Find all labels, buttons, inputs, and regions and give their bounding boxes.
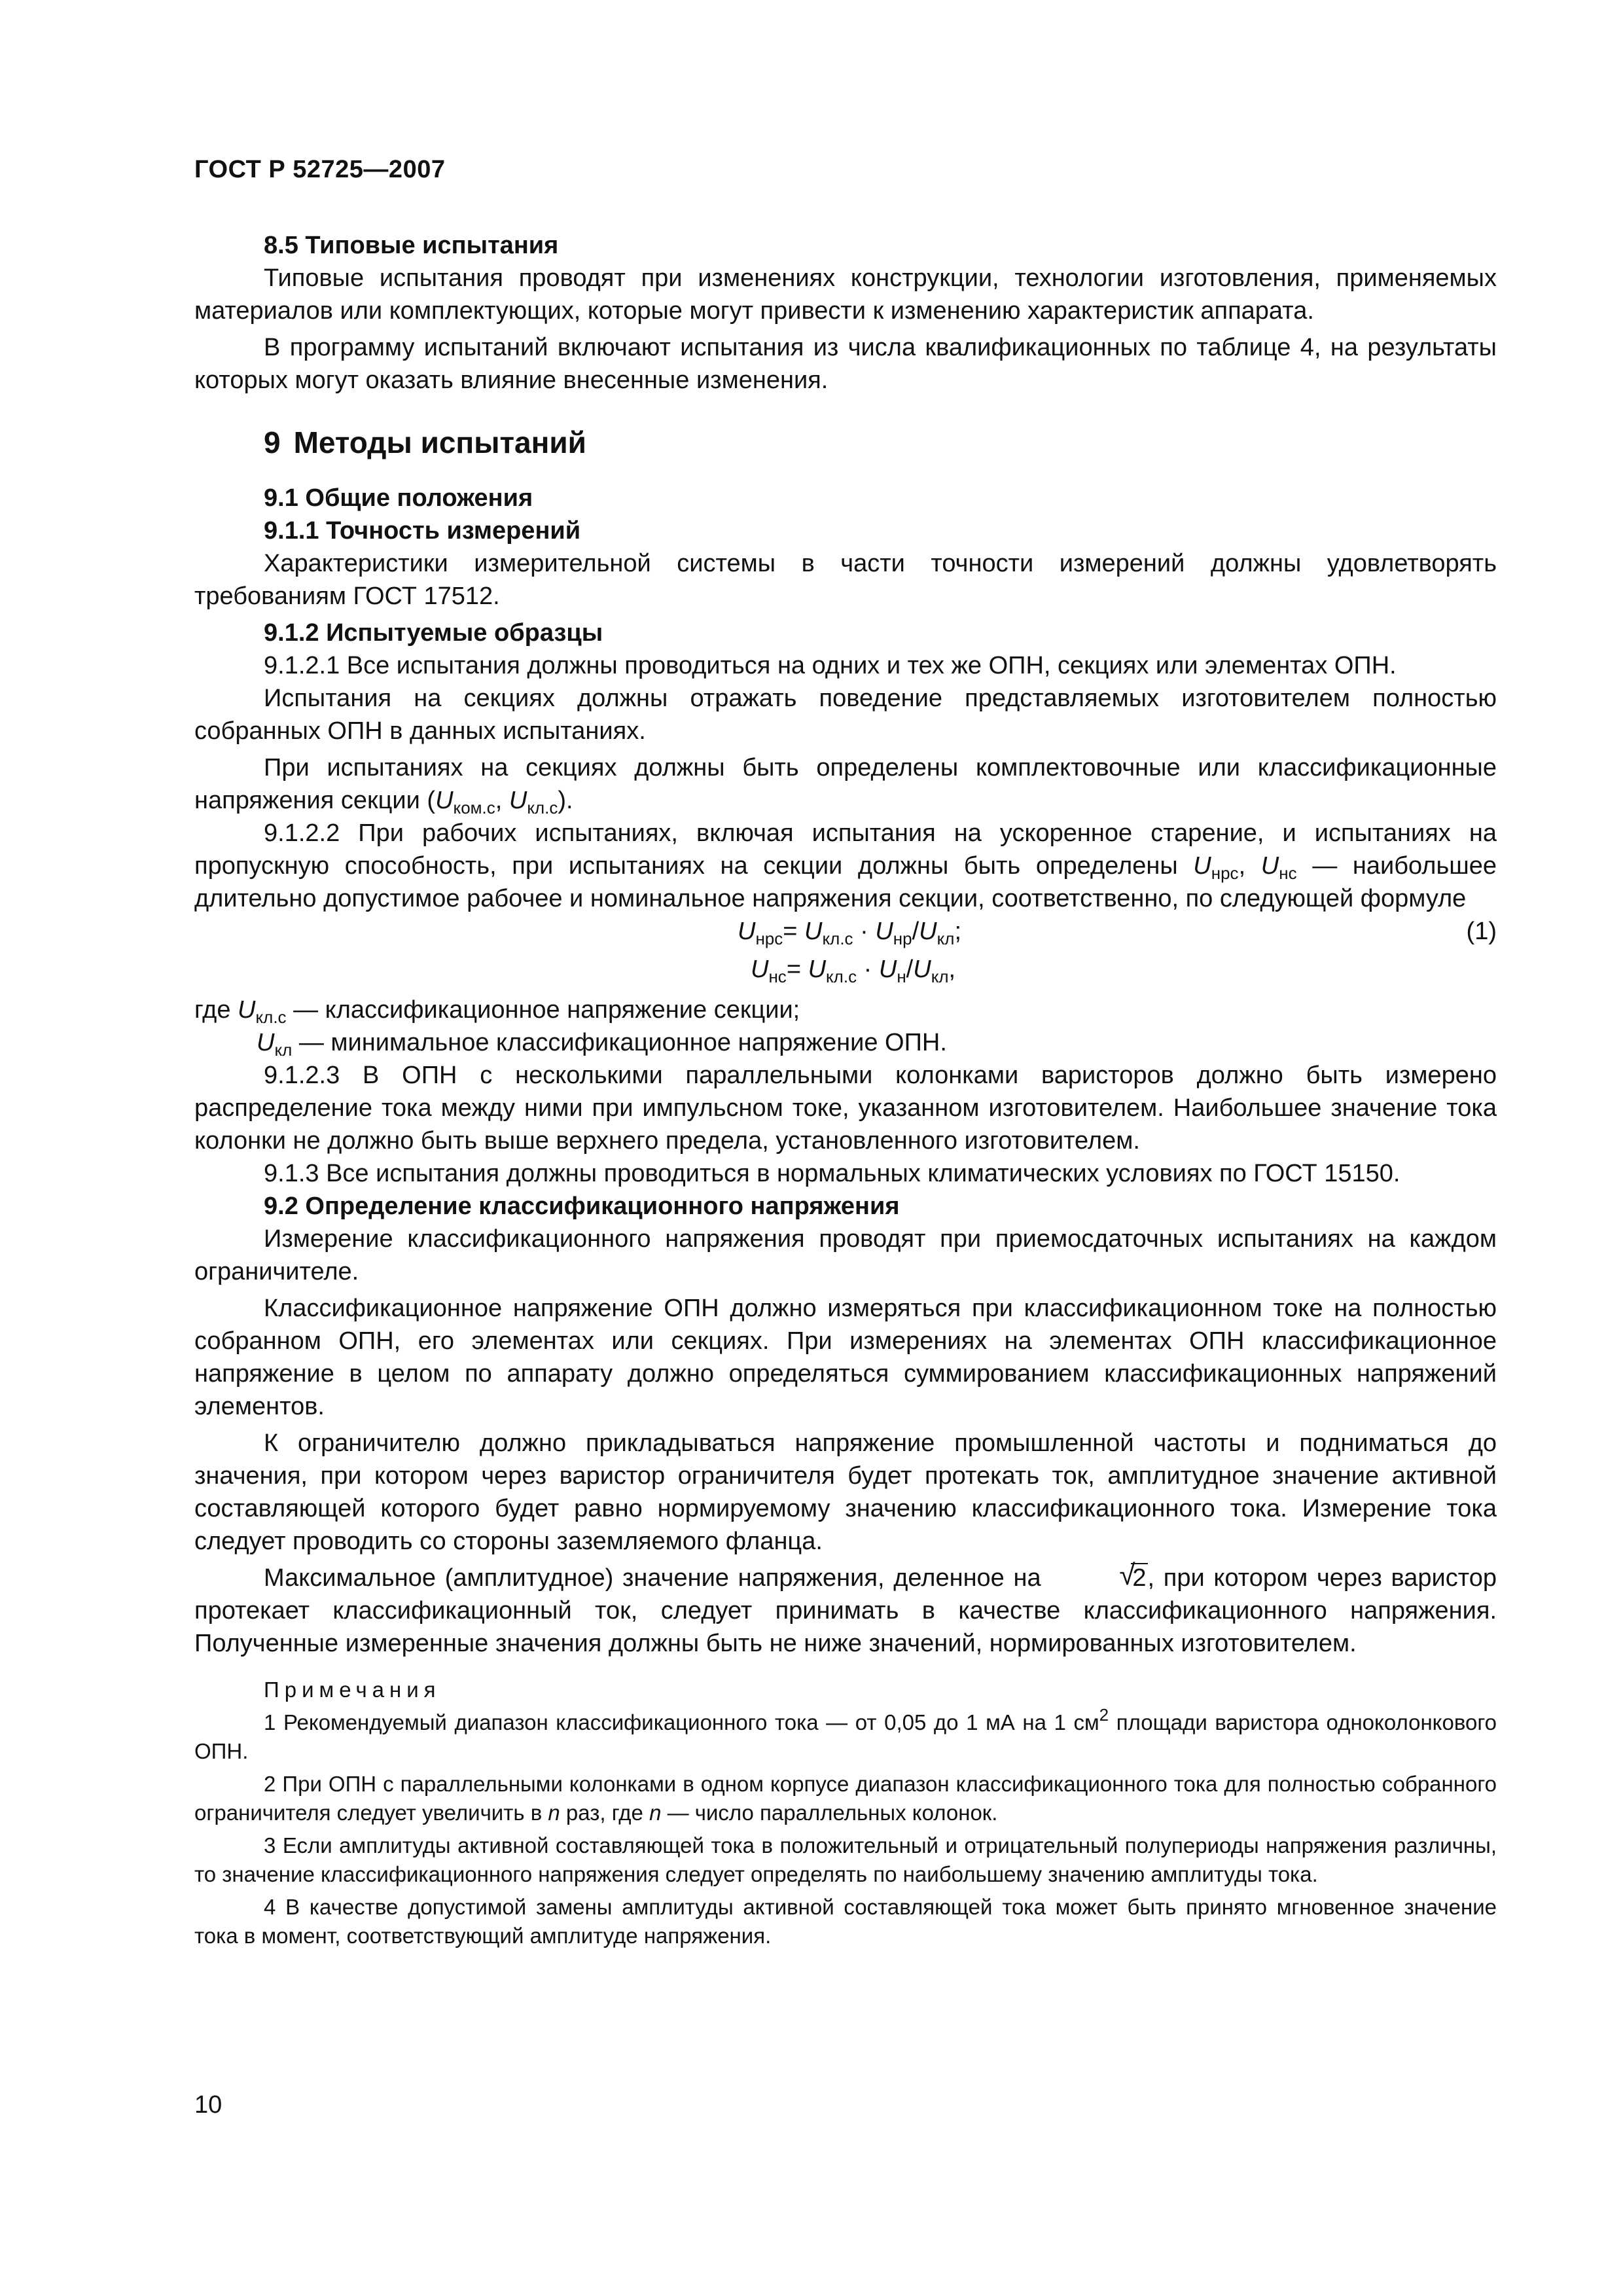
symbol-u: U [878, 956, 897, 983]
text: , [495, 787, 509, 814]
paragraph: К ограничителю должно прикладываться напряжение промышленной частоты и подниматься до значения, при котором через варистор ограничителя будет протекать ток, амплитудное значение активной составляющей которого будет равно нормируемому значению классификационного тока. Измерение тока следует проводить со стороны заземляемого фланца. [194, 1429, 1497, 1555]
formula-line-2 [751, 953, 955, 986]
text: / [906, 956, 914, 983]
section-9-title [194, 423, 1497, 462]
subscript: н [897, 967, 906, 986]
text: 1 Рекомендуемый диапазон классификационного тока — от 0,05 до 1 мА на 1 см [264, 1710, 1099, 1734]
subscript: кл [936, 929, 955, 948]
formula-1 [194, 915, 1497, 994]
paragraph [194, 751, 1497, 817]
document-body [194, 229, 1497, 1950]
document-header: ГОСТ Р 52725—2007 [194, 156, 446, 183]
text: = [783, 918, 805, 945]
subscript: кл [931, 967, 949, 986]
section-9-1-1-title: 9.1.1 Точность измерений [264, 517, 581, 545]
text: , [1238, 852, 1261, 880]
note-2 [194, 1770, 1497, 1827]
text: раз, где [560, 1801, 650, 1825]
text: 9.1.2.2 При рабочих испытаниях, включая испытания на ускоренное старение, и испытаниях на пропускную способность, при испытаниях на секции должны быть определены [194, 819, 1497, 880]
paragraph: 9.1.2.1 Все испытания должны проводиться на одних и тех же ОПН, секциях или элементах ОПН. [264, 652, 1397, 679]
paragraph [194, 817, 1497, 915]
section-9-2-title: 9.2 Определение классификационного напряжения [264, 1193, 900, 1220]
notes-title: Примечания [264, 1677, 441, 1702]
paragraph: Типовые испытания проводят при изменениях конструкции, технологии изготовления, применяемых материалов или комплектующих, которые могут привести к изменению характеристик аппарата. [194, 264, 1497, 325]
text: — классификационное напряжение секции; [286, 996, 800, 1024]
radicand: 2 [1132, 1564, 1147, 1592]
symbol-u: U [435, 787, 454, 814]
text: , при котором через варистор протекает классификационный ток, следует принимать в качестве классификационного напряжения. Полученные измеренные значения должны быть не ниже значений, нормированных изготовителем. [194, 1564, 1497, 1657]
paragraph: Испытания на секциях должны отражать поведение представляемых изготовителем полностью собранных ОПН в данных испытаниях. [194, 685, 1497, 745]
subscript: нс [768, 967, 787, 986]
subscript: кл.с [822, 929, 853, 948]
symbol-n: n [548, 1801, 560, 1825]
text: — минимальное классификационное напряжение ОПН. [292, 1029, 947, 1056]
note-3: 3 Если амплитуды активной составляющей тока в положительный и отрицательный полупериоды напряжения различны, то значение классификационного напряжения следует определять по наибольшему значению амплитуды тока. [194, 1833, 1497, 1886]
symbol-u: U [1193, 852, 1211, 880]
notes-block [194, 1676, 1497, 1950]
text: = [786, 956, 808, 983]
subscript: нр [893, 929, 912, 948]
symbol-u: U [808, 956, 827, 983]
subscript: кл.с [826, 967, 857, 986]
note-1 [194, 1705, 1497, 1766]
symbol-u: U [1260, 852, 1279, 880]
paragraph [194, 1559, 1497, 1660]
subscript: ком.с [453, 798, 495, 817]
symbol-u: U [508, 787, 527, 814]
paragraph: Характеристики измерительной системы в части точности измерений должны удовлетворять требованиям ГОСТ 17512. [194, 550, 1497, 610]
where-line-1 [194, 994, 1497, 1026]
subscript: нрс [755, 929, 783, 948]
symbol-n: n [649, 1801, 662, 1825]
superscript: 2 [1099, 1705, 1109, 1725]
note-4: 4 В качестве допустимой замены амплитуды активной составляющей тока может быть принято мгновенное значение тока в момент, соответствующий амплитуде напряжения. [194, 1895, 1497, 1948]
symbol-u: U [919, 918, 937, 945]
page-number: 10 [194, 2091, 223, 2119]
text: · [853, 918, 876, 945]
formula-number: (1) [1466, 918, 1497, 945]
section-9-1-2-title: 9.1.2 Испытуемые образцы [264, 619, 603, 647]
subscript: кл [274, 1040, 293, 1060]
symbol-u: U [738, 918, 756, 945]
where-line-2 [194, 1026, 1497, 1059]
text: · [857, 956, 879, 983]
section-title: Методы испытаний [293, 425, 586, 459]
paragraph: Классификационное напряжение ОПН должно измеряться при классификационном токе на полностью собранном ОПН, его элементах или секциях. При измерениях на элементах ОПН классификационное напряжение в целом по аппарату должно определяться суммированием классификационных напряжений элементов. [194, 1295, 1497, 1420]
paragraph: 9.1.3 Все испытания должны проводиться в нормальных климатических условиях по ГОСТ 15150. [264, 1160, 1400, 1187]
paragraph: 9.1.2.3 В ОПН с несколькими параллельными колонками варисторов должно быть измерено распределение тока между ними при импульсном токе, указанном изготовителем. Наибольшее значение тока колонки не должно быть выше верхнего предела, установленного изготовителем. [194, 1062, 1497, 1155]
section-9-1-title: 9.1 Общие положения [264, 484, 533, 512]
text: / [912, 918, 919, 945]
paragraph: В программу испытаний включают испытания из числа квалификационных по таблице 4, на результаты которых могут оказать влияние внесенные изменения. [194, 334, 1497, 394]
subscript: нс [1279, 863, 1297, 883]
text: ). [558, 787, 573, 814]
text: — наибольшее длительно допустимое рабочее и номинальное напряжения секции, соответственно, по следующей формуле [194, 852, 1497, 912]
symbol-u: U [751, 956, 769, 983]
section-8-5-title: 8.5 Типовые испытания [264, 232, 559, 259]
text: Максимальное (амплитудное) значение напряжения, деленное на [264, 1564, 1050, 1592]
text: где [194, 996, 238, 1024]
text: При испытаниях на секциях должны быть определены комплектовочные или классификационные напряжения секции ( [194, 754, 1497, 814]
radical-sign: √ [1119, 1559, 1135, 1591]
sqrt-symbol [1050, 1559, 1147, 1594]
paragraph: Измерение классификационного напряжения проводят при приемосдаточных испытаниях на каждом ограничителе. [194, 1225, 1497, 1285]
text: ; [954, 918, 962, 945]
text: площади варистора одноколонкового ОПН. [194, 1710, 1497, 1763]
symbol-u: U [238, 996, 256, 1024]
symbol-u: U [804, 918, 823, 945]
subscript: нрс [1211, 863, 1239, 883]
text: , [948, 956, 956, 983]
section-number: 9 [264, 425, 281, 459]
text: — число параллельных колонок. [661, 1801, 998, 1825]
subscript: кл.с [255, 1007, 287, 1027]
symbol-u: U [913, 956, 931, 983]
formula-line-1 [738, 915, 961, 948]
symbol-u: U [875, 918, 893, 945]
text: 2 При ОПН с параллельными колонками в одном корпусе диапазон классификационного тока для полностью собранного ограничителя следует увеличить в [194, 1772, 1497, 1825]
subscript: кл.с [527, 798, 558, 817]
symbol-u: U [257, 1029, 275, 1056]
